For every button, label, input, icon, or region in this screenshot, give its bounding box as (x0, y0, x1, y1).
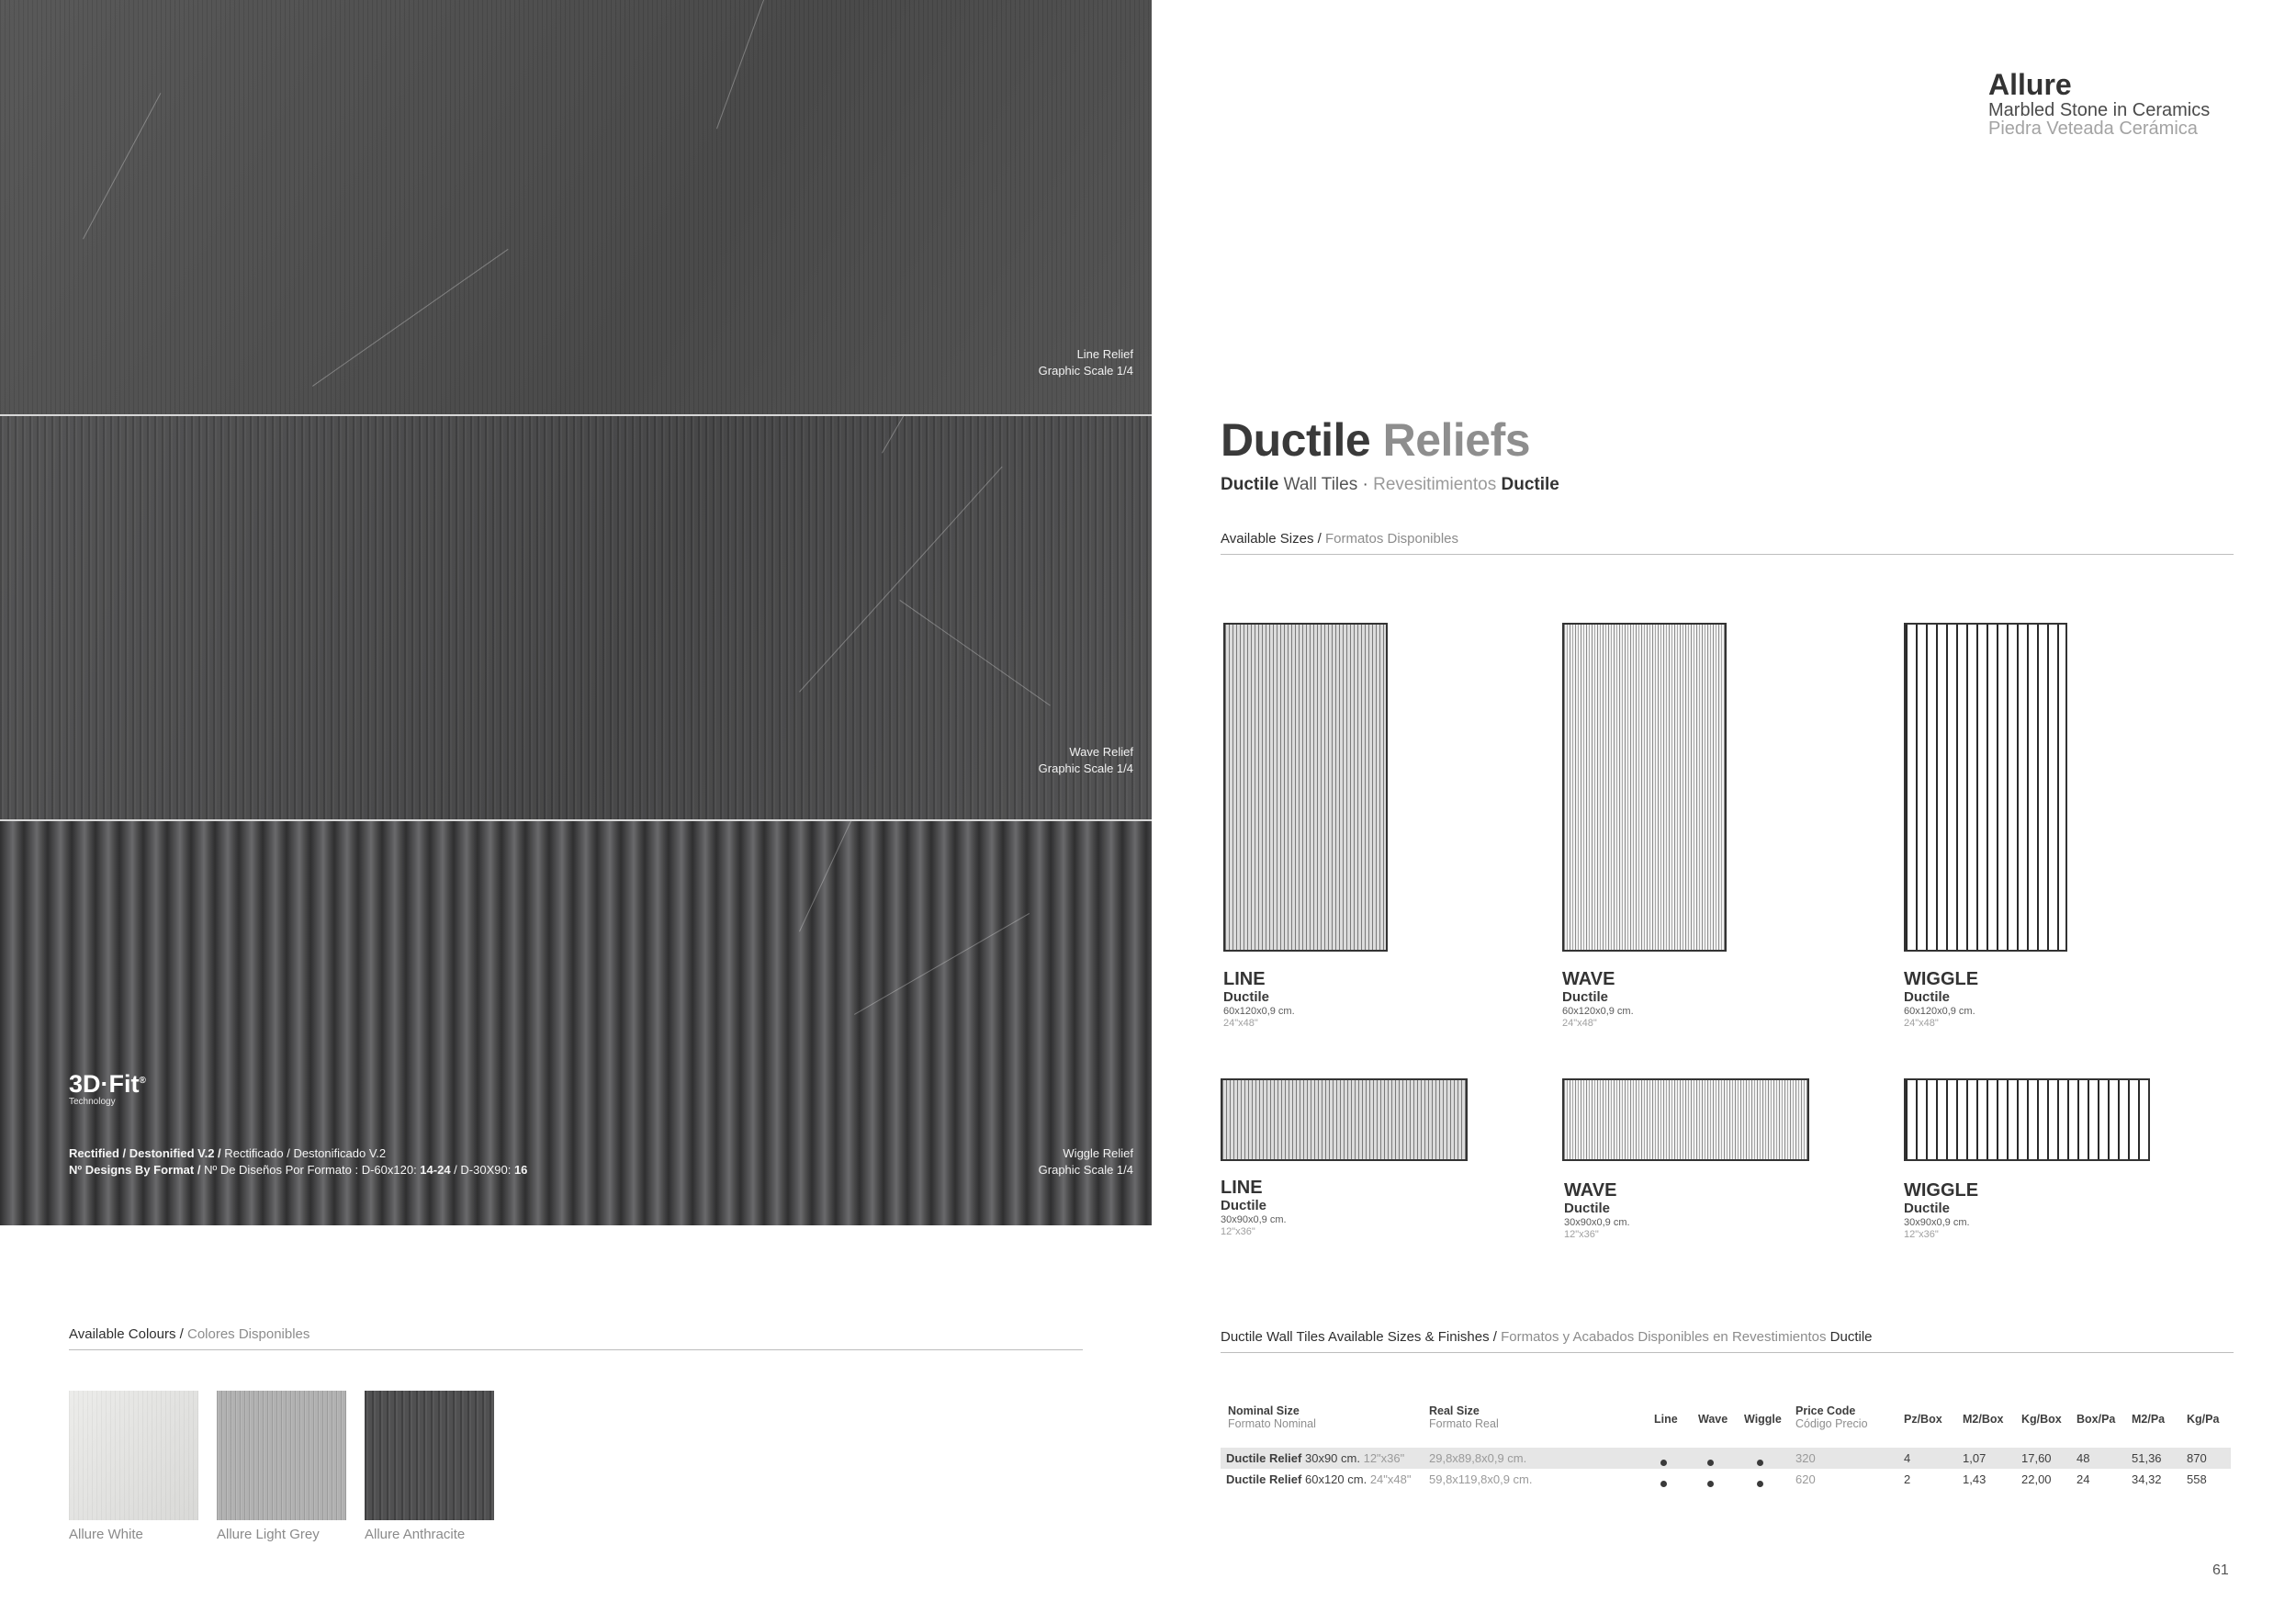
swatch-label: Allure Light Grey (217, 1527, 320, 1542)
tile-wiggle-30x90 (1904, 1078, 2150, 1161)
wave-relief-caption: Wave Relief Graphic Scale 1/4 (1038, 745, 1133, 775)
wiggle-available-dot (1757, 1481, 1763, 1487)
page-number: 61 (2212, 1562, 2229, 1578)
tile-caption: WIGGLE Ductile 60x120x0,9 cm. 24"x48" (1904, 969, 1979, 1029)
tile-wave-60x120 (1562, 623, 1727, 952)
rectified-spec: Rectified / Destonified V.2 / Rectificado / Destonificado V.2 (69, 1146, 387, 1160)
wiggle-available-dot (1757, 1460, 1763, 1466)
tile-caption: WAVE Ductile 30x90x0,9 cm. 12"x36" (1564, 1180, 1630, 1240)
brand-name: Allure (1988, 68, 2072, 101)
brand-tagline-en: Marbled Stone in Ceramics (1988, 100, 2211, 120)
tile-caption: WAVE Ductile 60x120x0,9 cm. 24"x48" (1562, 969, 1634, 1029)
tile-line-60x120 (1223, 623, 1388, 952)
wiggle-relief-caption: Wiggle Relief Graphic Scale 1/4 (1038, 1146, 1133, 1177)
brand-tagline-es: Piedra Veteada Cerámica (1988, 118, 2198, 139)
table-header: Nominal Size Formato Nominal Real Size Formato Real Line Wave Wiggle Price Code Código Precio Pz/Box M2/Box Kg/Box Box/Pa M2/Pa Kg/Pa (1228, 1404, 2220, 1430)
available-sizes-heading: Available Sizes / Formatos Disponibles (1221, 531, 2234, 555)
swatch-allure-white (69, 1391, 198, 1520)
sizes-finishes-table (1221, 1400, 2231, 1490)
tile-wave-30x90 (1562, 1078, 1809, 1161)
finishes-heading: Ductile Wall Tiles Available Sizes & Finishes / Formatos y Acabados Disponibles en Revestimientos Ductile (1221, 1329, 2234, 1353)
swatch-label: Allure Anthracite (365, 1527, 466, 1542)
table-row: Ductile Relief 60x120 cm. 24"x48" 59,8x119,8x0,9 cm. 620 2 1,43 22,00 24 34,32 558 (1226, 1472, 2207, 1486)
available-colours-heading: Available Colours / Colores Disponibles (69, 1326, 1083, 1350)
tile-line-30x90 (1221, 1078, 1468, 1161)
table-row: Ductile Relief 30x90 cm. 12"x36" 29,8x89,8x0,9 cm. 320 4 1,07 17,60 48 51,36 870 (1221, 1448, 2231, 1469)
tile-caption: LINE Ductile 30x90x0,9 cm. 12"x36" (1221, 1178, 1287, 1237)
tile-caption: LINE Ductile 60x120x0,9 cm. 24"x48" (1223, 969, 1295, 1029)
wave-available-dot (1707, 1481, 1714, 1487)
swatch-allure-anthracite (365, 1391, 494, 1520)
line-relief-caption: Line Relief Graphic Scale 1/4 (1038, 347, 1133, 378)
wave-relief-image (0, 416, 1152, 819)
page-title: Ductile Reliefs (1221, 414, 1531, 466)
brand-header (1988, 68, 2210, 138)
tile-wiggle-60x120 (1904, 623, 2067, 952)
wave-available-dot (1707, 1460, 1714, 1466)
swatch-label: Allure White (69, 1527, 143, 1542)
3d-fit-logo: 3D·Fit® Technology (69, 1070, 146, 1107)
page-subtitle: Ductile Wall Tiles · Revesitimientos Ductile (1221, 475, 1559, 494)
swatch-allure-light-grey (217, 1391, 346, 1520)
designs-by-format-spec: Nº Designs By Format / Nº De Diseños Por Formato : D-60x120: 14-24 / D-30X90: 16 (69, 1163, 528, 1177)
tile-caption: WIGGLE Ductile 30x90x0,9 cm. 12"x36" (1904, 1180, 1979, 1240)
line-available-dot (1660, 1460, 1667, 1466)
line-relief-image (0, 0, 1152, 414)
line-available-dot (1660, 1481, 1667, 1487)
